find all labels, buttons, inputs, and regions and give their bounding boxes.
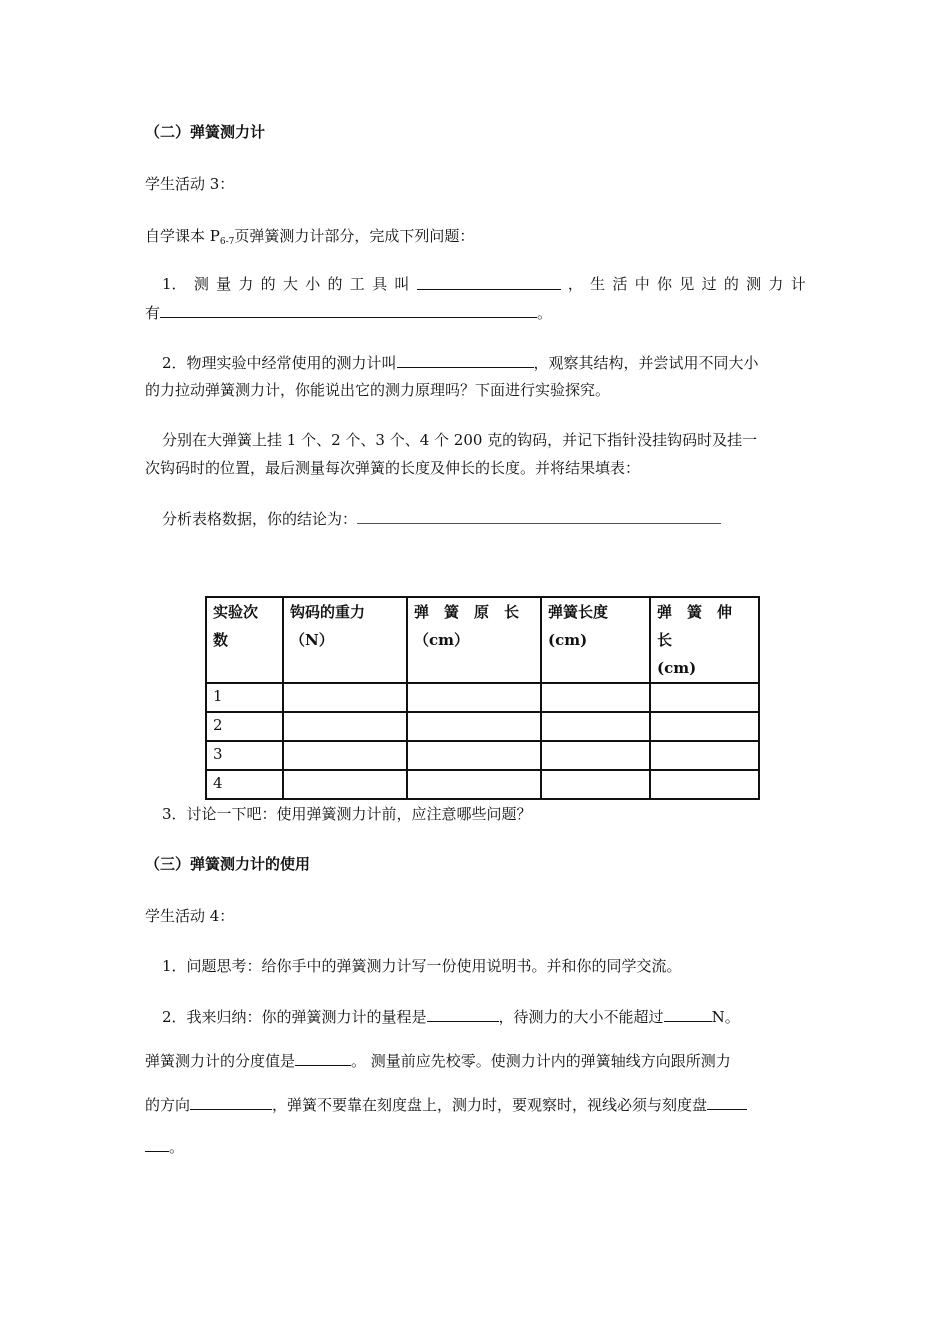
intro-post: 页弹簧测力计部分，完成下列问题：: [234, 227, 475, 245]
conclusion-line: [162, 508, 721, 529]
table-cell[interactable]: [650, 741, 759, 770]
table-cell[interactable]: [283, 683, 407, 712]
activity3-label: 学生活动 3：: [145, 175, 235, 193]
q1-line2-post: 。: [537, 304, 553, 322]
activity4-label: 学生活动 4：: [145, 907, 235, 925]
sightline-blank-a[interactable]: [707, 1094, 747, 1110]
range-blank[interactable]: [427, 1006, 499, 1022]
q1-v4: 见: [679, 275, 695, 293]
section2-title: （二）弹簧测力计: [145, 123, 266, 141]
experiment-line2: 次钩码时的位置，最后测量每次弹簧的长度及伸长的长度。并将结果填表：: [145, 459, 641, 477]
table-cell[interactable]: [541, 683, 650, 712]
q1-w7: 的: [327, 275, 343, 293]
header-original-length-line1: 弹 簧 原 长: [414, 603, 520, 621]
max-force-blank[interactable]: [664, 1006, 712, 1022]
q2-line2: 的力拉动弹簧测力计，你能说出它的测力原理吗？下面进行实验探究。: [145, 381, 611, 399]
header-trial-line1: 实验次: [213, 603, 259, 621]
q1-comma: ，: [567, 275, 583, 293]
header-extension-line2: (cm): [657, 659, 697, 677]
header-trial: [206, 597, 283, 683]
table-cell[interactable]: [407, 683, 541, 712]
table-cell[interactable]: [650, 712, 759, 741]
intro-pre: 自学课本 P: [145, 227, 220, 245]
q1-v1: 活: [612, 275, 628, 293]
s3-q2-line1-c: N。: [711, 1008, 740, 1026]
table-cell[interactable]: [283, 741, 407, 770]
header-weight-line1: 钩码的重力: [290, 603, 366, 621]
q1-v0: 生: [590, 275, 606, 293]
header-trial-line2: 数: [213, 631, 229, 649]
section3-title: （三）弹簧测力计的使用: [145, 855, 311, 873]
direction-blank[interactable]: [190, 1094, 272, 1110]
q1-w2: 量: [216, 275, 232, 293]
table-row: [206, 770, 759, 799]
q1-w5: 大: [282, 275, 298, 293]
s3-q2-line1-a: 2．我来归纳：你的弹簧测力计的量程是: [162, 1008, 427, 1026]
s3-q2-line1-b: ，待测力的大小不能超过: [498, 1008, 664, 1026]
sightline-blank-b[interactable]: [145, 1136, 169, 1152]
header-original-length: [407, 597, 541, 683]
s3-q2-line3-a: 的方向: [145, 1096, 191, 1114]
header-length-line1: 弹簧长度: [548, 603, 609, 621]
header-extension: [650, 597, 759, 683]
s3-q2-line4: [145, 1136, 184, 1157]
q1-w3: 力: [238, 275, 254, 293]
experiment-table: [205, 596, 760, 800]
s3-q2-line2-b: 。 测量前应先校零。使测力计内的弹簧轴线方向跟所测力: [351, 1052, 731, 1070]
q1-v6: 的: [723, 275, 739, 293]
q1-blank-examples[interactable]: [160, 302, 537, 318]
table-row: [206, 741, 759, 770]
s3-q2-line2: [145, 1050, 731, 1071]
q2-line1: [162, 352, 759, 373]
intro-page-subscript: 6-7: [219, 237, 235, 247]
q1-w9: 具: [372, 275, 388, 293]
header-weight-line2: （N）: [290, 631, 334, 649]
s3-q2-line3-b: ，弹簧不要靠在刻度盘上，测力时，要观察时，视线必须与刻度盘: [272, 1096, 708, 1114]
division-value-blank[interactable]: [295, 1050, 351, 1066]
table-cell[interactable]: [407, 741, 541, 770]
q1-w4: 的: [260, 275, 276, 293]
table-cell[interactable]: [283, 712, 407, 741]
s3-q2-line1: [162, 1006, 740, 1027]
trial-number: 3: [206, 741, 283, 770]
conclusion-blank[interactable]: [357, 508, 721, 524]
s3-q2-line3: [145, 1094, 747, 1115]
q1-v5: 过: [701, 275, 717, 293]
q1-w1: 测: [193, 275, 209, 293]
self-study-instruction: [145, 226, 474, 252]
q2-line1-post: ，观察其结构，并尝试用不同大小: [533, 354, 759, 372]
s3-q2-line2-a: 弹簧测力计的分度值是: [145, 1052, 296, 1070]
q1-w10: 叫: [394, 275, 410, 293]
header-length-line2: (cm): [548, 631, 588, 649]
trial-number: 2: [206, 712, 283, 741]
table-row: [206, 712, 759, 741]
header-weight: [283, 597, 407, 683]
q1-line2-pre: 有: [145, 304, 161, 322]
table-cell[interactable]: [407, 712, 541, 741]
header-original-length-line2: （cm）: [414, 631, 470, 649]
header-extension-line1: 弹 簧 伸 长: [657, 603, 748, 649]
q1-w8: 工: [349, 275, 365, 293]
table-cell[interactable]: [407, 770, 541, 799]
table-header-row: [206, 597, 759, 683]
q1-v8: 力: [768, 275, 784, 293]
q1-v3: 你: [657, 275, 673, 293]
table-cell[interactable]: [541, 712, 650, 741]
q1-v7: 测: [746, 275, 762, 293]
conclusion-label: 分析表格数据，你的结论为：: [162, 510, 358, 528]
trial-number: 1: [206, 683, 283, 712]
header-length: [541, 597, 650, 683]
q1-w0: 1．: [162, 275, 187, 293]
q1-w6: 小: [305, 275, 321, 293]
table-row: [206, 683, 759, 712]
table-cell[interactable]: [541, 770, 650, 799]
table-cell[interactable]: [650, 683, 759, 712]
table-cell[interactable]: [283, 770, 407, 799]
q1-line1: [162, 274, 806, 294]
s3-q1: 1．问题思考：给你手中的弹簧测力计写一份使用说明书。并和你的同学交流。: [162, 957, 682, 975]
q2-blank-meter-name[interactable]: [397, 352, 534, 368]
q2-line1-pre: 2．物理实验中经常使用的测力计叫: [162, 354, 397, 372]
table-cell[interactable]: [650, 770, 759, 799]
trial-number: 4: [206, 770, 283, 799]
experiment-line1: 分别在大弹簧上挂 1 个、2 个、3 个、4 个 200 克的钩码，并记下指针没挂钩码时及挂一: [162, 431, 758, 449]
s3-q2-line4-end: 。: [169, 1138, 185, 1156]
table-cell[interactable]: [541, 741, 650, 770]
q1-line2: [145, 302, 552, 323]
q1-v2: 中: [634, 275, 650, 293]
q3-discussion: 3．讨论一下吧：使用弹簧测力计前，应注意哪些问题？: [162, 805, 532, 823]
q1-blank-tool[interactable]: [417, 274, 561, 290]
q1-v9: 计: [790, 275, 806, 293]
